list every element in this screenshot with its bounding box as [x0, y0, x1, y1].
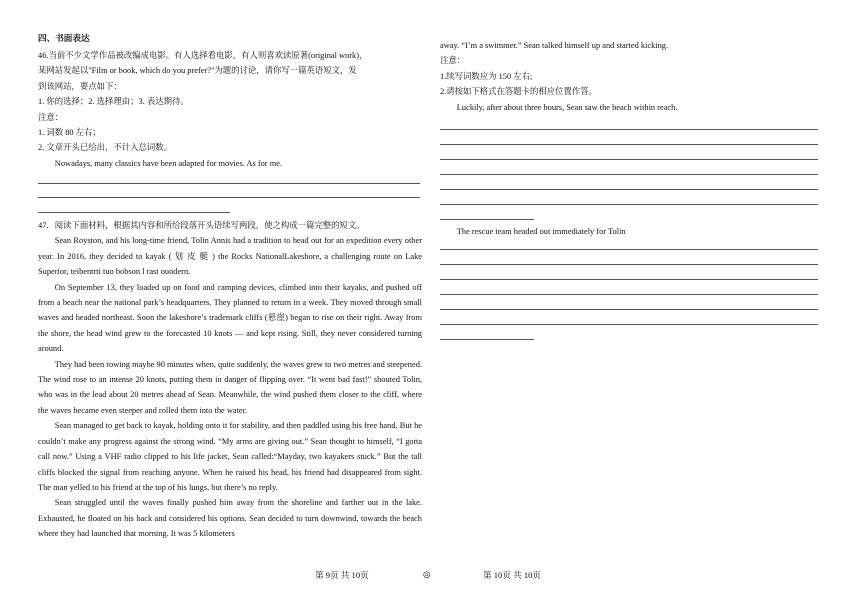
answer-line — [440, 279, 818, 280]
q47-prompt: 47．阅读下面材料，根据其内容和所给段落开头语续写两段，使之构成一篇完整的短文。 — [38, 221, 365, 230]
answer-line — [440, 159, 818, 160]
q47-continuation: away. “I’m a swimmer.” Sean talked himself up and started kicking. — [440, 41, 669, 50]
page-number-left: 第 9页 共 10页 — [315, 570, 369, 580]
answer-line — [440, 144, 818, 145]
q47-para1-start: Luckily, after about three hours, Sean saw the beach within reach. — [456, 102, 678, 112]
answer-line — [440, 324, 818, 325]
q46-note-label: 注意： — [38, 112, 64, 122]
section-heading: 四、书面表达 — [38, 33, 90, 43]
q47-note-2: 2.请按如下格式在答题卡的相应位置作答。 — [440, 87, 598, 97]
q47-note-1: 1.续写词数应为 150 左右; — [440, 71, 533, 81]
q47-paragraph: Sean managed to get back to kayak, holding onto it for stability, and then paddled using his free hand. But he couldn’t make any progress against the strong wind. “My arms are giving out.” Sean thought to himself, “I gotta call now.” Using a VHF radio clipped to his life jacket, Sean called:“Mayday, two kayakers stuck.” But the tall cliffs blocked the signal from reaching anyone. When he raised his head, his friend had disappeared from sight. The man yelled to his friend at the top of his lungs, but there’s no reply. — [38, 421, 422, 492]
answer-line — [440, 174, 818, 175]
q47-paragraph: Sean struggled until the waves finally pushed him away from the shoreline and farther out in the lake. Exhausted, he floated on his back and considered his options. Sean decided to turn downwind, towards the beach where they had launched that morning. It was 5 kilometers — [38, 498, 422, 539]
q46-prompt-line: 某网站发起以"Film or book, which do you prefer?"为题的讨论，请你写一篇英语短文，发 — [38, 66, 357, 76]
answer-line — [440, 309, 818, 310]
answer-line — [440, 219, 534, 220]
q46-note-2: 2. 文章开头已给出，不计入总词数。 — [38, 143, 172, 153]
q47-block — [38, 218, 422, 542]
q46-starter: Nowadays, many classics have been adapted for movies. As for me. — [54, 158, 283, 168]
q47-para2-start: The rescue team headed out immediately for Tolin — [456, 227, 626, 236]
q46-note-1: 1. 词数 80 左右； — [38, 128, 101, 138]
q47-paragraph: Sean Royston, and his long-time friend, Tolin Annis had a tradition to head out for an expedition every other year. In 2016, they decided to kayak ( 划 皮 艇 ) the Rocks NationalLakeshore, a challenging route on Lake Superior, teibentrti tuo bobson l rast ouodern. — [38, 236, 422, 277]
q47-right-block — [440, 38, 820, 115]
answer-line — [440, 129, 818, 130]
answer-line — [38, 212, 230, 213]
answer-line — [440, 204, 818, 205]
q46-block — [38, 48, 422, 171]
q47-paragraph: They had been rowing maybe 90 minutes when, quite suddenly, the waves grew to two metres and steepened. The wind rose to an intense 20 knots, putting them in danger of flipping over. “It went bad fast!” shouted Tolin, who was in the lead about 20 metres ahead of Sean. Meanwhile, the wind pushed them closer to the cliff, where the waves became even steeper and rolled them into the water. — [38, 359, 422, 415]
answer-line — [440, 249, 818, 250]
q46-prompt-line: 到该网站，要点如下： — [38, 81, 122, 91]
answer-line — [440, 339, 534, 340]
page-number-right: 第 10页 共 10页 — [483, 570, 542, 580]
answer-line — [440, 294, 818, 295]
answer-line — [38, 183, 420, 184]
answer-line — [440, 189, 818, 190]
q46-points: 1. 你的选择；2. 选择理由；3. 表达期待。 — [38, 97, 189, 107]
q46-prompt-line: 46.当前不少文学作品被改编成电影。有人选择看电影，有人则喜欢读原著(original work)， — [38, 51, 368, 60]
q47-paragraph: On September 13, they loaded up on food and camping devices, climbed into their kayaks, and pushed off from a beach near the national park’s headquarters. They planned to return in a week. They moved through small waves and headed northeast. Soon the lakeshore’s trademark cliffs (悬崖) began to rise on their right. Away from the shore, the head wind grew to the forecasted 10 knots — and kept rising. Still, they never considered turning around. — [38, 282, 422, 354]
center-mark-icon: ◎ — [423, 569, 431, 579]
answer-line — [440, 264, 818, 265]
q47-note-label: 注意： — [440, 56, 466, 66]
answer-line — [38, 197, 420, 198]
